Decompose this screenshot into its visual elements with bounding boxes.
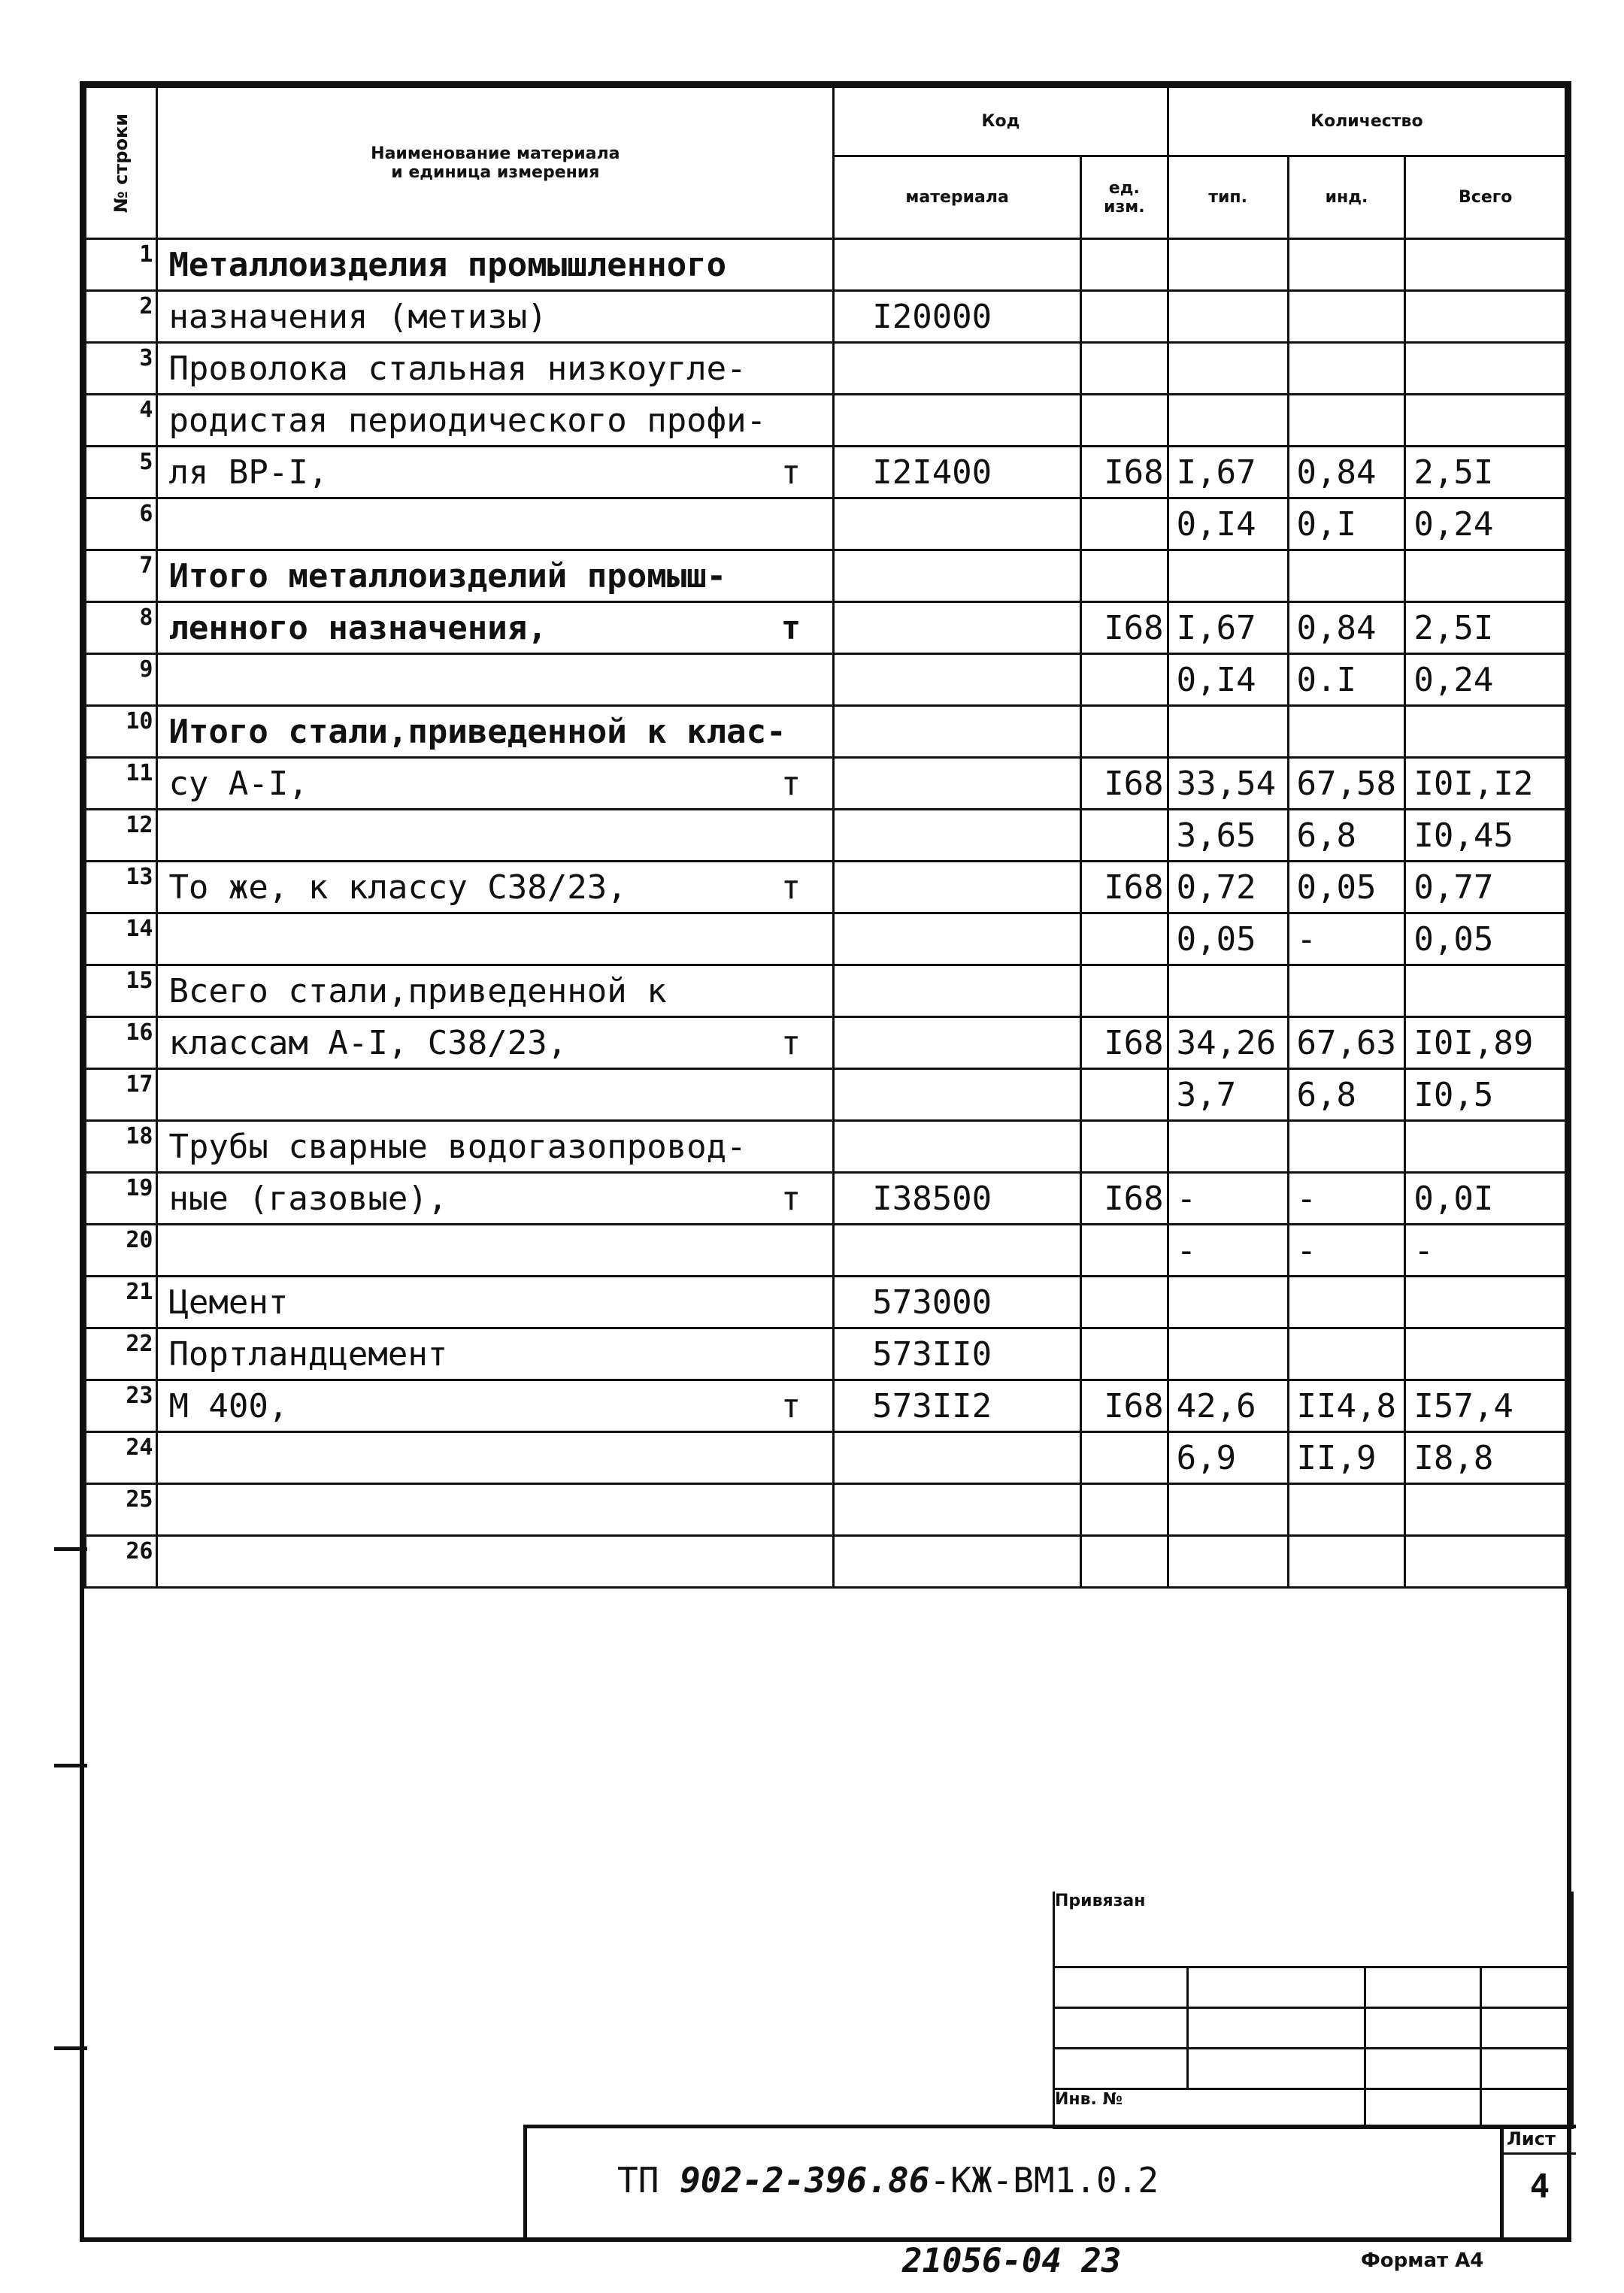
row-number: 20 [86,1225,157,1277]
total-qty [1405,965,1566,1017]
unit-code [1080,1484,1168,1536]
material-name: классам А-I, С38/23, [168,1023,568,1062]
typical-qty [1168,1277,1288,1328]
unit-code [1080,965,1168,1017]
individual-qty [1288,1484,1405,1536]
unit-code [1080,239,1168,291]
materials-rows [86,239,1566,1588]
material-name-cell [157,1484,834,1536]
material-code [834,758,1081,810]
individual-qty [1288,343,1405,395]
material-name: Трубы сварные водогазопровод- [168,1127,747,1166]
typical-qty: 33,54 [1168,758,1288,810]
typical-qty [1168,291,1288,343]
individual-qty: 6,8 [1288,810,1405,862]
individual-qty: 0,05 [1288,862,1405,913]
unit-code [1080,1432,1168,1484]
table-row [86,965,1566,1017]
total-qty [1405,1484,1566,1536]
typical-qty: 0,I4 [1168,498,1288,550]
total-qty: 0,24 [1405,498,1566,550]
material-code [834,1069,1081,1121]
material-code [834,706,1081,758]
row-number: 8 [86,602,157,654]
row-number: 14 [86,913,157,965]
table-row [86,498,1566,550]
typical-qty [1168,965,1288,1017]
material-code [834,1432,1081,1484]
material-code: I38500 [834,1173,1081,1225]
table-row [86,1069,1566,1121]
typical-qty: 34,26 [1168,1017,1288,1069]
row-number-header: № строки [86,87,157,239]
typical-qty: I,67 [1168,447,1288,498]
margin-tick [54,2046,87,2050]
row-number: 13 [86,862,157,913]
material-code: I20000 [834,291,1081,343]
material-name-cell [157,395,834,447]
typical-qty [1168,343,1288,395]
material-name: су А-I, [168,764,308,803]
total-qty [1405,395,1566,447]
bound-label: Привязан [1055,1892,1146,1910]
row-number: 12 [86,810,157,862]
title-block [523,2125,1576,2242]
material-name-cell [157,343,834,395]
row-number: 3 [86,343,157,395]
table-row [86,239,1566,291]
material-name-cell [157,1173,834,1225]
individual-qty [1288,550,1405,602]
total-qty: I57,4 [1405,1380,1566,1432]
typical-qty: - [1168,1173,1288,1225]
unit-code: I68 [1080,862,1168,913]
row-number: 15 [86,965,157,1017]
table-row [86,1017,1566,1069]
row-number: 22 [86,1328,157,1380]
material-name: Металлоизделия промышленного [168,245,727,284]
unit-code [1080,1069,1168,1121]
material-code [834,1484,1081,1536]
individual-qty: 0,84 [1288,447,1405,498]
material-name: Итого стали,приведенной к клас- [168,712,786,751]
total-qty: I8,8 [1405,1432,1566,1484]
unit-code [1080,498,1168,550]
individual-qty: II4,8 [1288,1380,1405,1432]
total-qty [1405,550,1566,602]
individual-qty: - [1288,1225,1405,1277]
table-row [86,1432,1566,1484]
unit-code [1080,1121,1168,1173]
material-name: ные (газовые), [168,1179,448,1218]
unit-code [1080,291,1168,343]
table-row [86,862,1566,913]
unit-symbol: т [780,868,801,907]
material-code [834,1121,1081,1173]
unit-code [1080,1277,1168,1328]
table-row [86,1328,1566,1380]
individual-qty [1288,1277,1405,1328]
material-name-cell [157,498,834,550]
material-name: назначения (метизы) [168,297,547,336]
individual-qty: 67,58 [1288,758,1405,810]
material-name: ля ВР-I, [168,453,329,492]
row-number: 2 [86,291,157,343]
individual-qty: 0,84 [1288,602,1405,654]
typical-qty [1168,395,1288,447]
individual-qty [1288,1328,1405,1380]
row-number: 25 [86,1484,157,1536]
row-number: 5 [86,447,157,498]
material-name: М 400, [168,1386,289,1425]
table-row [86,1484,1566,1536]
material-name: Цемент [168,1283,289,1322]
material-name: Всего стали,приведенной к [168,971,667,1010]
typical-qty-header: тип. [1168,156,1288,239]
typical-qty: - [1168,1225,1288,1277]
typical-qty: I,67 [1168,602,1288,654]
unit-code: I68 [1080,1017,1168,1069]
material-name-cell [157,965,834,1017]
table-row [86,1173,1566,1225]
material-code [834,550,1081,602]
unit-code: I68 [1080,602,1168,654]
individual-qty [1288,395,1405,447]
individual-qty: 0,I [1288,498,1405,550]
inventory-number-label: Инв. № [1055,2089,1123,2109]
material-code [834,498,1081,550]
document-designation: ТП 902-2-396.86-КЖ-ВМ1.0.2 [617,2160,1159,2201]
material-code [834,1017,1081,1069]
typical-qty [1168,1536,1288,1588]
material-name-cell [157,602,834,654]
row-number: 11 [86,758,157,810]
binding-stamp [1053,1892,1574,2129]
unit-code: I68 [1080,447,1168,498]
typical-qty: 6,9 [1168,1432,1288,1484]
total-qty: - [1405,1225,1566,1277]
individual-qty [1288,965,1405,1017]
materials-table [84,86,1567,1589]
typical-qty [1168,1121,1288,1173]
total-qty [1405,239,1566,291]
material-code [834,965,1081,1017]
row-number: 4 [86,395,157,447]
total-qty: I0,45 [1405,810,1566,862]
table-row [86,1121,1566,1173]
margin-tick [54,1764,87,1767]
unit-symbol: т [780,608,801,647]
individual-qty: II,9 [1288,1432,1405,1484]
row-number: 21 [86,1277,157,1328]
unit-code [1080,654,1168,706]
material-name: ленного назначения, [168,608,547,647]
unit-symbol: т [780,764,801,803]
material-name: Итого металлоизделий промыш- [168,556,727,595]
row-number: 9 [86,654,157,706]
unit-code [1080,1328,1168,1380]
unit-code [1080,706,1168,758]
document-sheet [80,81,1571,2242]
material-name-cell [157,913,834,965]
total-qty: I0,5 [1405,1069,1566,1121]
row-number: 24 [86,1432,157,1484]
material-name: Проволока стальная низкоугле- [168,349,747,388]
table-row [86,602,1566,654]
material-name: Портландцемент [168,1334,448,1374]
row-number: 7 [86,550,157,602]
unit-code [1080,1536,1168,1588]
material-name-cell [157,1017,834,1069]
table-row [86,706,1566,758]
typical-qty: 0,I4 [1168,654,1288,706]
material-name-cell [157,1328,834,1380]
typical-qty: 3,7 [1168,1069,1288,1121]
individual-qty [1288,291,1405,343]
table-row [86,343,1566,395]
unit-code [1080,810,1168,862]
unit-symbol: т [780,1023,801,1062]
material-name: То же, к классу С38/23, [168,868,627,907]
table-row [86,291,1566,343]
total-qty [1405,706,1566,758]
typical-qty [1168,550,1288,602]
row-number: 26 [86,1536,157,1588]
total-qty [1405,1277,1566,1328]
unit-symbol: т [780,1179,801,1218]
total-qty: 0,24 [1405,654,1566,706]
format-label: Формат А4 [1361,2249,1484,2272]
material-code [834,1225,1081,1277]
material-name-cell [157,447,834,498]
typical-qty [1168,239,1288,291]
margin-tick [54,1547,87,1551]
total-qty [1405,343,1566,395]
unit-code [1080,1225,1168,1277]
material-name-cell [157,810,834,862]
individual-qty-header: инд. [1288,156,1405,239]
unit-code-header: ед. изм. [1080,156,1168,239]
unit-code: I68 [1080,1173,1168,1225]
table-row [86,758,1566,810]
material-code [834,654,1081,706]
individual-qty: - [1288,1173,1405,1225]
typical-qty: 0,72 [1168,862,1288,913]
row-number: 17 [86,1069,157,1121]
table-row [86,447,1566,498]
total-qty: I0I,I2 [1405,758,1566,810]
unit-symbol: т [780,453,801,492]
total-qty-header: Всего [1405,156,1566,239]
total-qty: 0,05 [1405,913,1566,965]
material-name-cell [157,1121,834,1173]
total-qty [1405,1328,1566,1380]
material-code: 573II0 [834,1328,1081,1380]
material-code-header: материала [834,156,1081,239]
row-number: 19 [86,1173,157,1225]
table-row [86,654,1566,706]
material-name-cell [157,550,834,602]
table-row [86,1225,1566,1277]
material-code [834,1536,1081,1588]
row-number: 16 [86,1017,157,1069]
row-number: 18 [86,1121,157,1173]
material-name-cell [157,862,834,913]
total-qty [1405,291,1566,343]
unit-symbol: т [780,1386,801,1425]
individual-qty: 0.I [1288,654,1405,706]
total-qty [1405,1121,1566,1173]
typical-qty [1168,706,1288,758]
total-qty: I0I,89 [1405,1017,1566,1069]
total-qty [1405,1536,1566,1588]
material-code: 573II2 [834,1380,1081,1432]
row-number: 23 [86,1380,157,1432]
table-row [86,810,1566,862]
total-qty: 2,5I [1405,602,1566,654]
table-row [86,550,1566,602]
material-code [834,862,1081,913]
material-name-cell [157,1277,834,1328]
individual-qty: - [1288,913,1405,965]
material-code [834,343,1081,395]
typical-qty: 3,65 [1168,810,1288,862]
typical-qty: 0,05 [1168,913,1288,965]
table-row [86,395,1566,447]
unit-code [1080,550,1168,602]
sheet-label: Лист [1507,2128,1556,2149]
material-code [834,913,1081,965]
total-qty: 0,0I [1405,1173,1566,1225]
handwritten-archive-number: 21056-04 23 [902,2242,1122,2280]
unit-code: I68 [1080,758,1168,810]
row-number: 6 [86,498,157,550]
material-code: 573000 [834,1277,1081,1328]
material-name-cell [157,239,834,291]
table-row [86,913,1566,965]
code-group-header: Код [834,87,1168,156]
material-code [834,395,1081,447]
material-name-cell [157,1380,834,1432]
material-code: I2I400 [834,447,1081,498]
typical-qty: 42,6 [1168,1380,1288,1432]
sheet-number: 4 [1529,2167,1550,2206]
material-name-header: Наименование материала и единица измерения [157,87,834,239]
material-name-cell [157,291,834,343]
unit-code: I68 [1080,1380,1168,1432]
row-number: 1 [86,239,157,291]
individual-qty [1288,1121,1405,1173]
total-qty: 0,77 [1405,862,1566,913]
unit-code [1080,395,1168,447]
total-qty: 2,5I [1405,447,1566,498]
material-name: родистая периодического профи- [168,401,767,440]
individual-qty [1288,1536,1405,1588]
table-row [86,1380,1566,1432]
material-code [834,810,1081,862]
quantity-group-header: Количество [1168,87,1565,156]
material-name-cell [157,758,834,810]
individual-qty [1288,706,1405,758]
typical-qty [1168,1484,1288,1536]
material-name-cell [157,706,834,758]
individual-qty: 6,8 [1288,1069,1405,1121]
individual-qty: 67,63 [1288,1017,1405,1069]
material-name-cell [157,1536,834,1588]
unit-code [1080,913,1168,965]
material-code [834,602,1081,654]
material-code [834,239,1081,291]
table-row [86,1536,1566,1588]
row-number: 10 [86,706,157,758]
sheet-number-box [1500,2128,1576,2242]
table-row [86,1277,1566,1328]
typical-qty [1168,1328,1288,1380]
individual-qty [1288,239,1405,291]
material-name-cell [157,1225,834,1277]
material-name-cell [157,1432,834,1484]
material-name-cell [157,1069,834,1121]
unit-code [1080,343,1168,395]
material-name-cell [157,654,834,706]
